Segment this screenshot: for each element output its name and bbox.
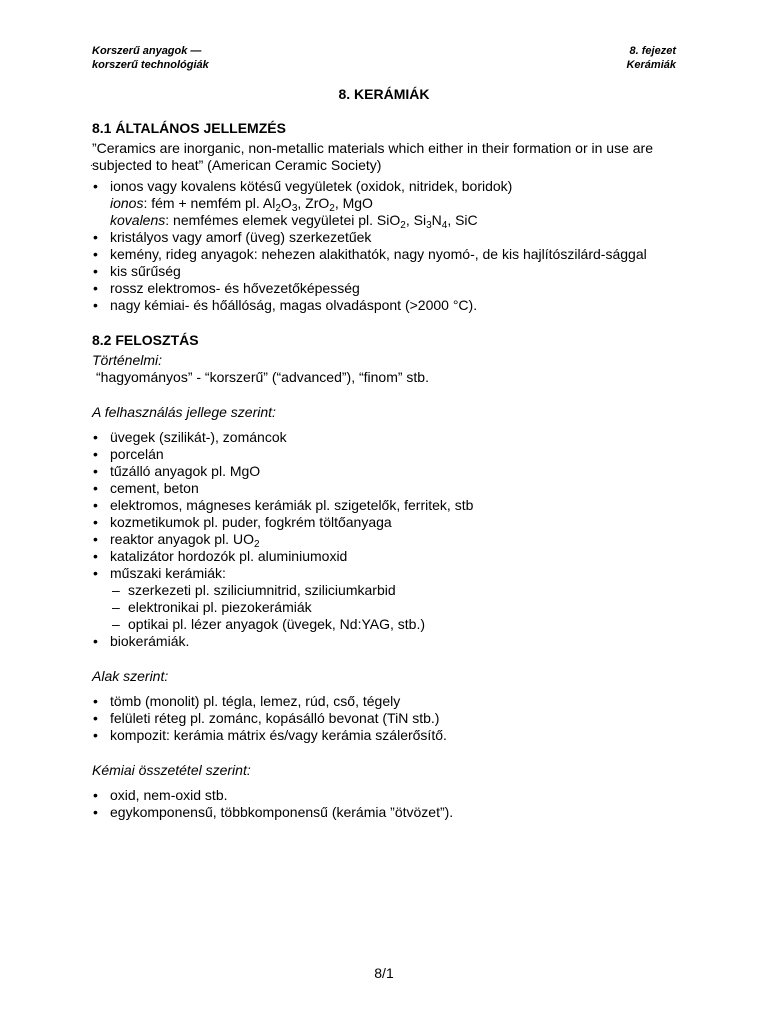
usage-list	[92, 429, 676, 650]
header-left-line2: korszerű technológiák	[92, 59, 209, 71]
section-1-heading: 8.1 ÁLTALÁNOS JELLEMZÉS	[92, 120, 286, 136]
running-header-right	[626, 44, 676, 72]
shape-list	[92, 693, 676, 744]
reactor-materials-text: reaktor anyagok pl. UO	[110, 531, 254, 547]
list-item: • ionos vagy kovalens kötésű vegyületek (oxidok, nitridek, boridok) ionos: fém + nemfém pl. $Al_2O_3$, ZrO$_2$, MgO kovalens: nemfémes elemek vegyületei pl. SiO$_2$, $Si_3N_4$, SiC	[92, 178, 676, 229]
ionic-text: : fém + nemfém pl. Al	[143, 195, 276, 211]
stray-dot: .	[90, 158, 93, 169]
sub-list-item: – elektronikai pl. piezokerámiák	[110, 599, 676, 616]
list-item: • cement, beton	[92, 480, 676, 497]
sub-list-item: – szerkezeti pl. sziliciumnitrid, sziliciumkarbid	[110, 582, 676, 599]
chemical-list	[92, 787, 676, 821]
section-2-heading: 8.2 FELOSZTÁS	[92, 332, 199, 348]
list-item	[92, 565, 676, 633]
list-item: • üvegek (szilikát-), zománcok	[92, 429, 676, 446]
page-number: 8/1	[374, 965, 394, 981]
sub-list-item: – optikai pl. lézer anyagok (üvegek, Nd:YAG, stb.)	[110, 616, 676, 633]
list-item: • reaktor anyagok pl. $UO_2$	[92, 531, 676, 548]
historical-text: “hagyományos” - “korszerű” (“advanced”), “finom” stb.	[96, 369, 429, 385]
header-right-line2: Kerámiák	[626, 59, 676, 71]
properties-list	[92, 178, 676, 314]
list-item: • rossz elektromos- és hővezetőképesség	[92, 280, 676, 297]
list-item: • egykomponensű, többkomponensű (kerámia ”ötvözet”).	[92, 804, 676, 821]
list-item: • tömb (monolit) pl. tégla, lemez, rúd, cső, tégely	[92, 693, 676, 710]
list-item: • katalizátor hordozók pl. aluminiumoxid	[92, 548, 676, 565]
header-left-line1: Korszerű anyagok —	[92, 45, 202, 57]
usage-label: A felhasználás jellege szerint:	[92, 404, 276, 420]
covalent-label: kovalens	[110, 212, 166, 228]
header-right-line1: 8. fejezet	[629, 45, 676, 57]
shape-label: Alak szerint:	[92, 668, 169, 684]
list-item: • kompozit: kerámia mátrix és/vagy kerámia szálerősítő.	[92, 727, 676, 744]
ionic-label: ionos	[110, 195, 144, 211]
list-item: • kozmetikumok pl. puder, fogkrém töltőanyaga	[92, 514, 676, 531]
chapter-title: 8. KERÁMIÁK	[338, 86, 430, 102]
running-header-left	[92, 44, 209, 72]
list-item: • biokerámiák.	[92, 633, 676, 650]
technical-sublist	[110, 582, 676, 633]
historical-label: Történelmi:	[92, 352, 163, 368]
list-item: • elektromos, mágneses kerámiák pl. szigetelők, ferritek, stb	[92, 497, 676, 514]
list-item: • kis sűrűség	[92, 263, 676, 280]
list-item: • oxid, nem-oxid stb.	[92, 787, 676, 804]
document-body	[92, 120, 676, 821]
list-item: • porcelán	[92, 446, 676, 463]
list-item: • felületi réteg pl. zománc, kopásálló bevonat (TiN stb.)	[92, 710, 676, 727]
list-item: • kristályos vagy amorf (üveg) szerkezetűek	[92, 229, 676, 246]
list-item: • tűzálló anyagok pl. MgO	[92, 463, 676, 480]
ceramic-definition-quote: ”Ceramics are inorganic, non-metallic materials which either in their formation or in use are subjected to heat” (American Ceramic Society)	[92, 140, 654, 173]
list-item: • kemény, rideg anyagok: nehezen alakithatók, nagy nyomó-, de kis hajlítószilárd-sággal	[92, 246, 676, 263]
technical-ceramics-text: műszaki kerámiák:	[110, 565, 226, 581]
bond-types-text: ionos vagy kovalens kötésű vegyületek (oxidok, nitridek, boridok)	[110, 178, 513, 194]
list-item: • nagy kémiai- és hőállóság, magas olvadáspont (>2000 °C).	[92, 297, 676, 314]
covalent-text: : nemfémes elemek vegyületei pl. SiO	[165, 212, 401, 228]
chemical-label: Kémiai összetétel szerint:	[92, 762, 251, 778]
